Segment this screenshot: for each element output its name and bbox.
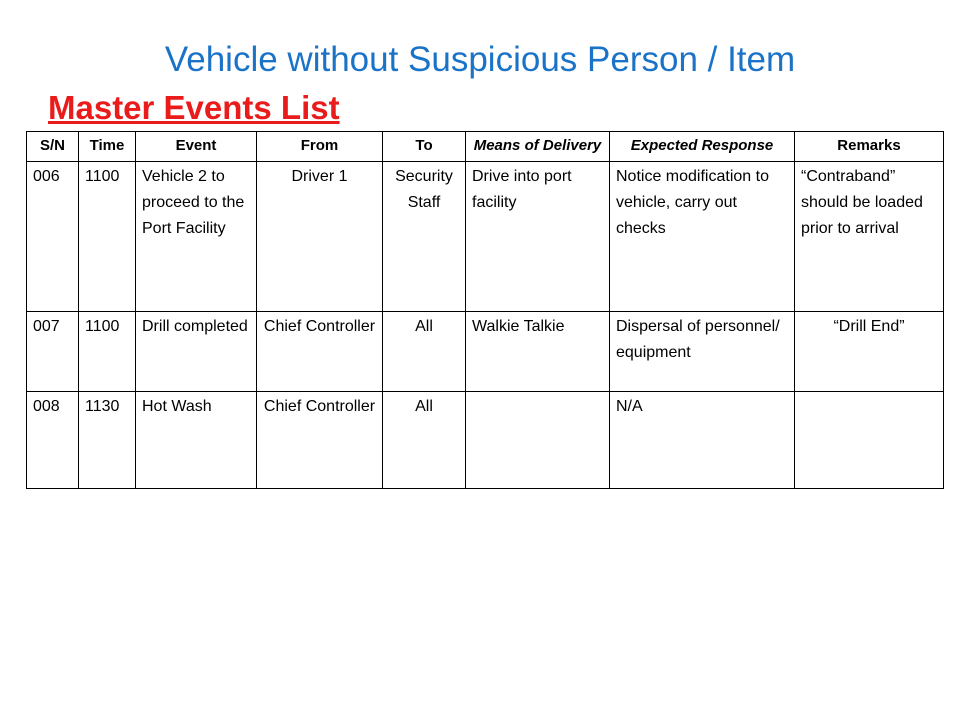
- cell-sn: 006: [27, 162, 79, 312]
- cell-time: 1100: [79, 312, 136, 392]
- cell-from: Chief Controller: [257, 312, 383, 392]
- cell-time: 1100: [79, 162, 136, 312]
- column-header-remarks: Remarks: [795, 132, 944, 162]
- cell-to: Security Staff: [383, 162, 466, 312]
- cell-means-of-delivery: [466, 392, 610, 489]
- cell-remarks: “Contraband” should be loaded prior to arrival: [795, 162, 944, 312]
- column-header-event: Event: [136, 132, 257, 162]
- column-header-from: From: [257, 132, 383, 162]
- table-header-row: [27, 132, 944, 162]
- cell-expected-response: Dispersal of personnel/ equipment: [610, 312, 795, 392]
- cell-to: All: [383, 312, 466, 392]
- cell-sn: 007: [27, 312, 79, 392]
- table-row: [27, 312, 944, 392]
- cell-from: Driver 1: [257, 162, 383, 312]
- table-row: [27, 162, 944, 312]
- column-header-to: To: [383, 132, 466, 162]
- cell-sn: 008: [27, 392, 79, 489]
- cell-means-of-delivery: Drive into port facility: [466, 162, 610, 312]
- cell-to: All: [383, 392, 466, 489]
- cell-time: 1130: [79, 392, 136, 489]
- cell-means-of-delivery: Walkie Talkie: [466, 312, 610, 392]
- master-events-list-heading: Master Events List: [48, 89, 340, 126]
- master-events-table: [26, 131, 944, 489]
- column-header-time: Time: [79, 132, 136, 162]
- cell-event: Hot Wash: [136, 392, 257, 489]
- slide-title: Vehicle without Suspicious Person / Item: [164, 40, 796, 79]
- cell-event: Vehicle 2 to proceed to the Port Facility: [136, 162, 257, 312]
- cell-expected-response: N/A: [610, 392, 795, 489]
- cell-remarks: [795, 392, 944, 489]
- table-row: [27, 392, 944, 489]
- column-header-sn: S/N: [27, 132, 79, 162]
- cell-from: Chief Controller: [257, 392, 383, 489]
- cell-expected-response: Notice modification to vehicle, carry out checks: [610, 162, 795, 312]
- column-header-expected-response: Expected Response: [610, 132, 795, 162]
- column-header-means-of-delivery: Means of Delivery: [466, 132, 610, 162]
- cell-event: Drill completed: [136, 312, 257, 392]
- cell-remarks: “Drill End”: [795, 312, 944, 392]
